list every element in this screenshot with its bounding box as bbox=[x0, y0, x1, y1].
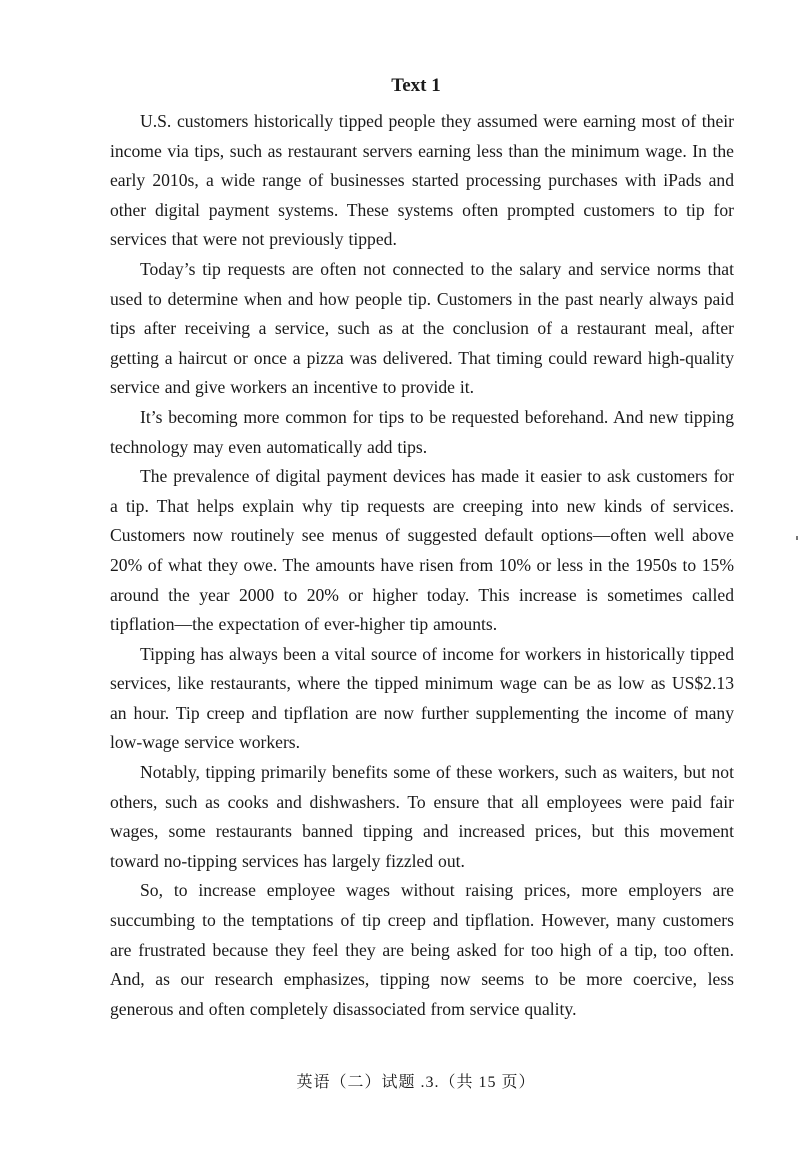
paragraph-5: Tipping has always been a vital source of income for workers in historically tipped services, like restaurants, where the tipped minimum wage can be as low as US$2.13 an hour. Tip creep and tipflation are now further supplementing the income of many low-wage service workers. bbox=[110, 643, 734, 753]
section-title: Text 1 bbox=[391, 75, 441, 96]
paragraph-4: The prevalence of digital payment devices has made it easier to ask customers for a tip. That helps explain why tip requests are creeping into new kinds of services. Customers now routinely see menus of suggested default options—often well above 20% of what they owe. The amounts have risen from 10% or less in the 1950s to 15% around the year 2000 to 20% or higher today. This increase is sometimes called tipflation—the expectation of ever-higher tip amounts. bbox=[110, 466, 734, 635]
paragraph-2: Today’s tip requests are often not connected to the salary and service norms that used to determine when and how people tip. Customers in the past nearly always paid tips after receiving a service, such as at the conclusion of a restaurant meal, after getting a haircut or once a pizza was delivered. That timing could reward high-quality service and give workers an incentive to provide it. bbox=[110, 258, 734, 398]
paragraph-3: It’s becoming more common for tips to be requested beforehand. And new tipping technology may even automatically add tips. bbox=[110, 406, 734, 457]
page-footer: 英语（二）试题 .3.（共 15 页） bbox=[296, 1074, 536, 1091]
passage-body bbox=[110, 107, 734, 1024]
paragraph-6: Notably, tipping primarily benefits some of these workers, such as waiters, but not others, such as cooks and dishwashers. To ensure that all employees were paid fair wages, some restaurants banned tipping and increased prices, but this movement toward no-tipping services has largely fizzled out. bbox=[110, 762, 734, 871]
paragraph-7: So, to increase employee wages without raising prices, more employers are succumbing to the temptations of tip creep and tipflation. However, many customers are frustrated because they feel they are being asked for too high of a tip, too often. And, as our research emphasizes, tipping now seems to be more coercive, less generous and often completely disassociated from service quality. bbox=[110, 880, 734, 1019]
scan-edge-mark bbox=[796, 536, 798, 540]
paragraph-1: U.S. customers historically tipped people they assumed were earning most of their income via tips, such as restaurant servers earning less than the minimum wage. In the early 2010s, a wide range of businesses started processing purchases with iPads and other digital payment systems. These systems often prompted customers to tip for services that were not previously tipped. bbox=[110, 111, 734, 250]
